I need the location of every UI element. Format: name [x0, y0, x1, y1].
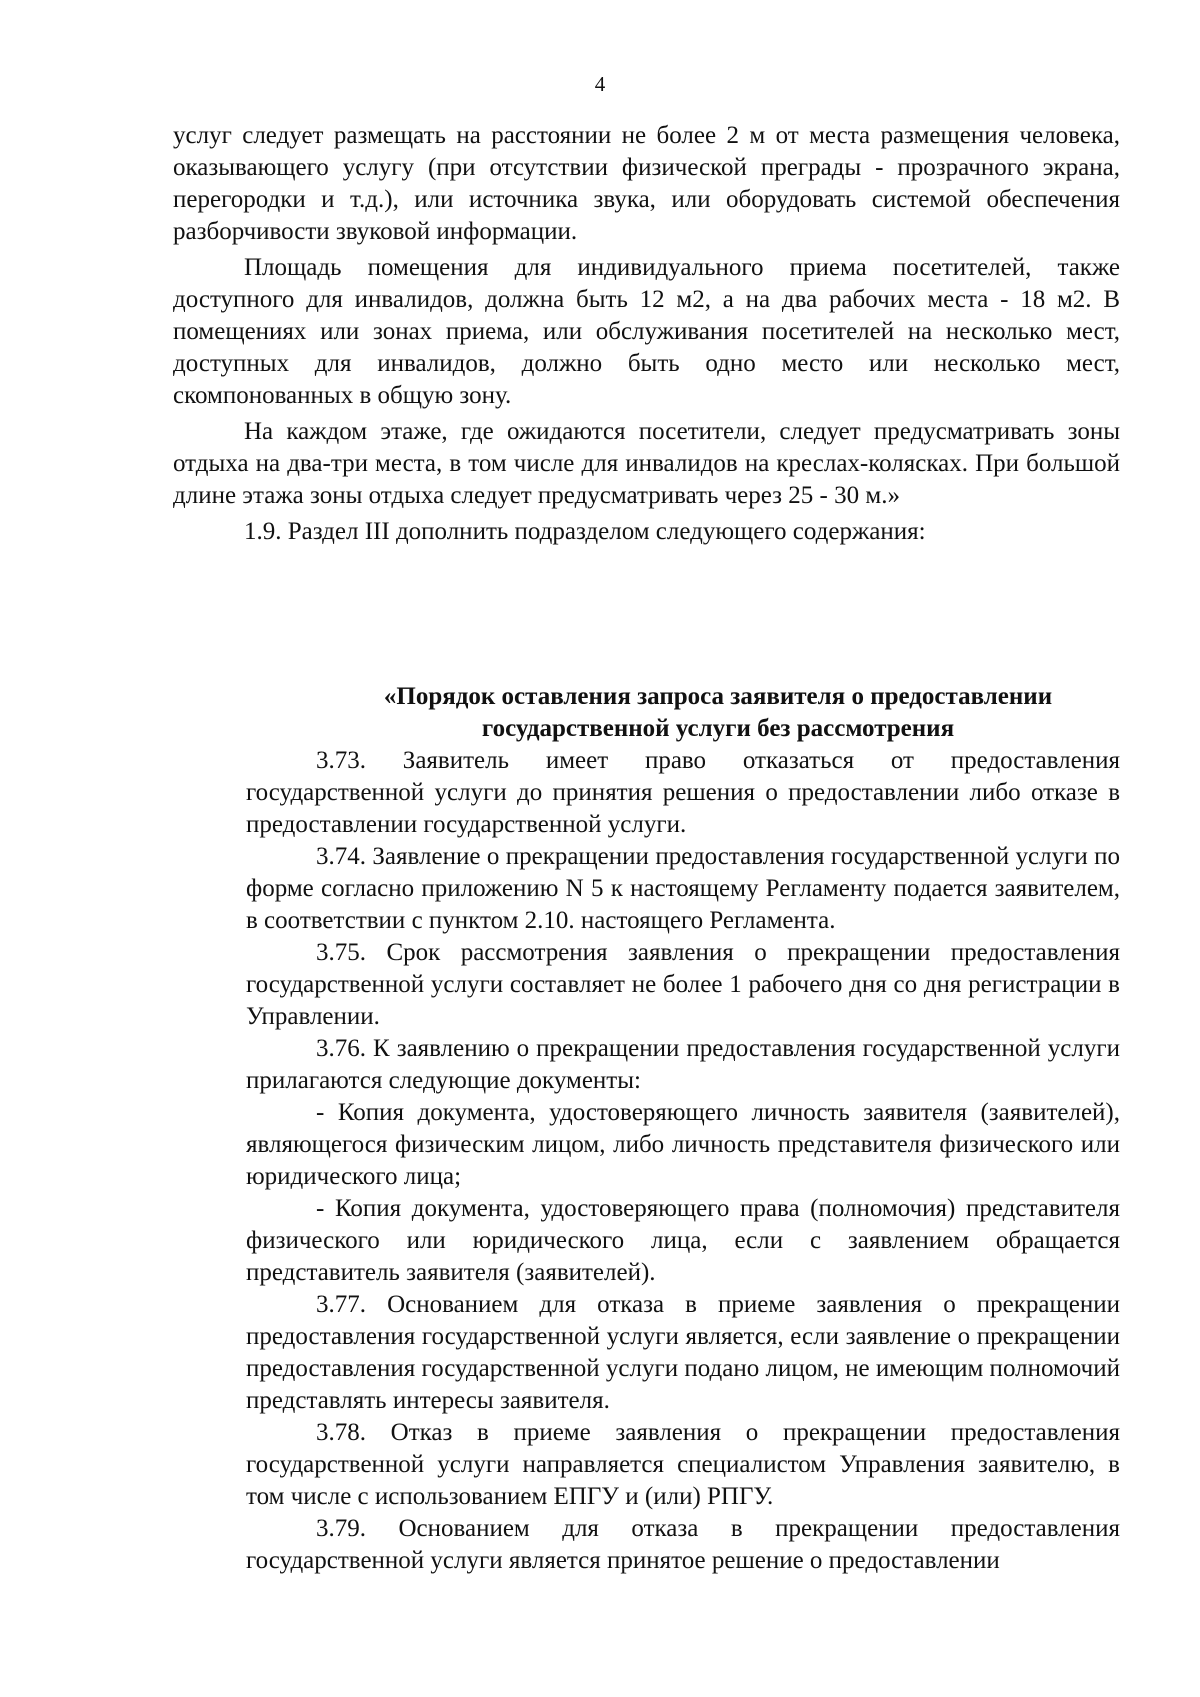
- paragraph-sound-info: услуг следует размещать на расстоянии не более 2 м от места размещения человека, оказывающего услугу (при отсутствии физической преграды - прозрачного экрана, перегородки и т.д.), или источника звука, или оборудовать системой обеспечения разборчивости звуковой информации.: [173, 122, 1120, 245]
- document-list-item: - Копия документа, удостоверяющего права (полномочия) представителя физического или юридического лица, если с заявлением обращается представитель заявителя (заявителей).: [246, 1195, 1120, 1286]
- clause-3-78: 3.78. Отказ в приеме заявления о прекращении предоставления государственной услуги направляется специалистом Управления заявителю, в том числе с использованием ЕПГУ и (или) РПГУ.: [246, 1419, 1120, 1510]
- clause-3-73: 3.73. Заявитель имеет право отказаться от предоставления государственной услуги до принятия решения о предоставлении либо отказе в предоставлении государственной услуги.: [246, 747, 1120, 838]
- intro-block: [173, 120, 1120, 548]
- page-number: 4: [594, 72, 606, 96]
- subsection-heading-line1: «Порядок оставления запроса заявителя о предоставлении: [383, 683, 1053, 710]
- paragraph-rest-zones: На каждом этаже, где ожидаются посетители, следует предусматривать зоны отдыха на два-три места, в том числе для инвалидов на креслах-колясках. При большой длине этажа зоны отдыха следует предусматривать через 25 - 30 м.»: [173, 418, 1120, 509]
- clause-3-79: 3.79. Основанием для отказа в прекращении предоставления государственной услуги является принятое решение о предоставлении: [246, 1515, 1120, 1574]
- clause-3-77: 3.77. Основанием для отказа в приеме заявления о прекращении предоставления государственной услуги является, если заявление о прекращении предоставления государственной услуги подано лицом, не имеющим полномочий представлять интересы заявителя.: [246, 1291, 1120, 1414]
- clause-3-75: 3.75. Срок рассмотрения заявления о прекращении предоставления государственной услуги составляет не более 1 рабочего дня со дня регистрации в Управлении.: [246, 939, 1120, 1030]
- clause-3-76: 3.76. К заявлению о прекращении предоставления государственной услуги прилагаются следующие документы:: [246, 1035, 1120, 1094]
- document-list-item: - Копия документа, удостоверяющего личность заявителя (заявителей), являющегося физическим лицом, либо личность представителя физического или юридического лица;: [246, 1099, 1120, 1190]
- clause-3-74: 3.74. Заявление о прекращении предоставления государственной услуги по форме согласно приложению N 5 к настоящему Регламенту подается заявителем, в соответствии с пунктом 2.10. настоящего Регламента.: [246, 843, 1120, 934]
- paragraph-room-area: Площадь помещения для индивидуального приема посетителей, также доступного для инвалидов, должна быть 12 м2, а на два рабочих места - 18 м2. В помещениях или зонах приема, или обслуживания посетителей на несколько мест, доступных для инвалидов, должно быть одно место или несколько мест, скомпонованных в общую зону.: [173, 254, 1120, 409]
- section-amendment: 1.9. Раздел III дополнить подразделом следующего содержания:: [244, 518, 926, 545]
- subsection-heading-line2: государственной услуги без рассмотрения: [481, 715, 955, 742]
- subsection-block: [246, 681, 1120, 1577]
